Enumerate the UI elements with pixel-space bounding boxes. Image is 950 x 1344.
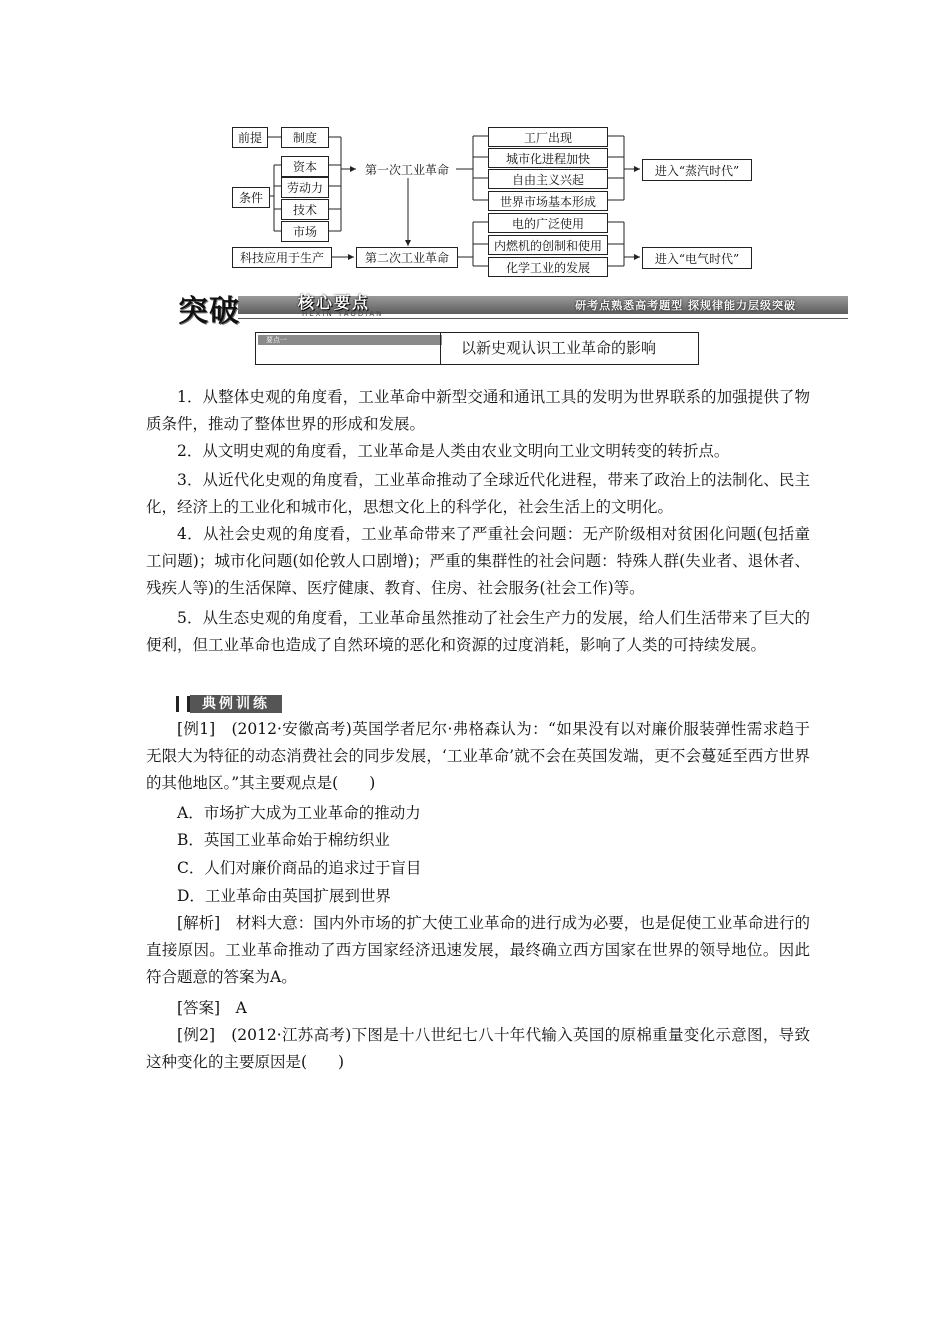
banner-slogan: 研考点熟悉高考题型 探规律能力层级突破 (575, 299, 796, 312)
first-revolution-label: 第一次工业革命 (364, 163, 449, 177)
labor-box: 劳动力 (281, 177, 329, 198)
keypoint-text: 以新史观认识工业革命的影响 (461, 339, 657, 357)
example1-option-a: A．市场扩大成为工业革命的推动力 (177, 804, 421, 822)
premise-label: 前提 (232, 127, 268, 148)
banner-subtitle: 核心要点 (298, 293, 371, 312)
point-3: 3．从近代化史观的角度看，工业革命推动了全球近代化进程，带来了政治上的法制化、民主化，经济上的工业化和城市化，思想文化上的科学化，社会生活上的文明化。 (146, 471, 810, 516)
example1-option-c: C．人们对廉价商品的追求过于盲目 (177, 859, 422, 877)
result-electricity: 电的广泛使用 (488, 213, 608, 233)
banner-title: 突破 (178, 294, 240, 329)
keypoint-tag: 要点一 (258, 335, 442, 345)
electric-age-box: 进入“电气时代” (642, 247, 752, 269)
system-box: 制度 (281, 127, 329, 148)
capital-box: 资本 (281, 156, 329, 177)
conditions-label: 条件 (232, 187, 270, 208)
keypoint-divider (440, 333, 441, 364)
heading-bars (176, 696, 190, 712)
keypoint-box (255, 332, 699, 365)
diagram-connectors (0, 0, 950, 290)
second-revolution-box: 第二次工业革命 (356, 247, 458, 268)
result-combustion-engine: 内燃机的创制和使用 (488, 235, 608, 255)
point-5: 5．从生态史观的角度看，工业革命虽然推动了社会生产力的发展，给人们生活带来了巨大的便利，但工业革命也造成了自然环境的恶化和资源的过度消耗，影响了人类的可持续发展。 (146, 609, 810, 654)
banner-rule (238, 318, 848, 319)
example1-analysis: [解析] 材料大意：国内外市场的扩大使工业革命的进行成为必要，也是促使工业革命进行的直接原因。工业革命推动了西方国家经济迅速发展，最终确立西方国家在世界的领导地位。因此符合题意的答案为A。 (146, 914, 810, 986)
technology-box: 技术 (281, 199, 329, 220)
section-banner (178, 288, 848, 329)
training-heading-label: 典例训练 (190, 695, 282, 713)
result-chemical-industry: 化学工业的发展 (488, 257, 608, 277)
example1-answer: [答案] A (177, 999, 247, 1017)
steam-age-box: 进入“蒸汽时代” (642, 159, 752, 181)
point-4: 4．从社会史观的角度看，工业革命带来了严重社会问题：无产阶级相对贫困化问题(包括童工问题)；城市化问题(如伦敦人口剧增)；严重的集群性的社会问题：特殊人群(失业者、退休者、残疾人等)的生活保障、医疗健康、教育、住房、社会服务(社会工作)等。 (146, 525, 810, 597)
result-liberalism: 自由主义兴起 (488, 169, 608, 189)
result-world-market: 世界市场基本形成 (488, 191, 608, 211)
market-box: 市场 (281, 221, 329, 242)
point-2: 2．从文明史观的角度看，工业革命是人类由农业文明向工业文明转变的转折点。 (177, 442, 730, 460)
banner-pinyin: HEXIN YAODIAN (302, 310, 384, 318)
result-factory: 工厂出现 (488, 127, 608, 147)
example1-option-b: B．英国工业革命始于棉纺织业 (177, 831, 390, 849)
point-1: 1．从整体史观的角度看，工业革命中新型交通和通讯工具的发明为世界联系的加强提供了物质条件，推动了整体世界的形成和发展。 (146, 388, 810, 433)
result-urbanization: 城市化进程加快 (488, 148, 608, 168)
tech-app-box: 科技应用于生产 (232, 247, 332, 268)
example1-option-d: D．工业革命由英国扩展到世界 (177, 887, 391, 905)
training-heading (176, 694, 286, 714)
example1-question: [例1] (2012·安徽高考)英国学者尼尔·弗格森认为：“如果没有以对廉价服装弹性需求趋于无限大为特征的动态消费社会的同步发展，‘工业革命’就不会在英国发端，更不会蔓延至西方世界的其他地区。”其主要观点是( ) (146, 720, 810, 792)
example2-question: [例2] (2012·江苏高考)下图是十八世纪七八十年代输入英国的原棉重量变化示意图，导致这种变化的主要原因是( ) (146, 1026, 810, 1071)
